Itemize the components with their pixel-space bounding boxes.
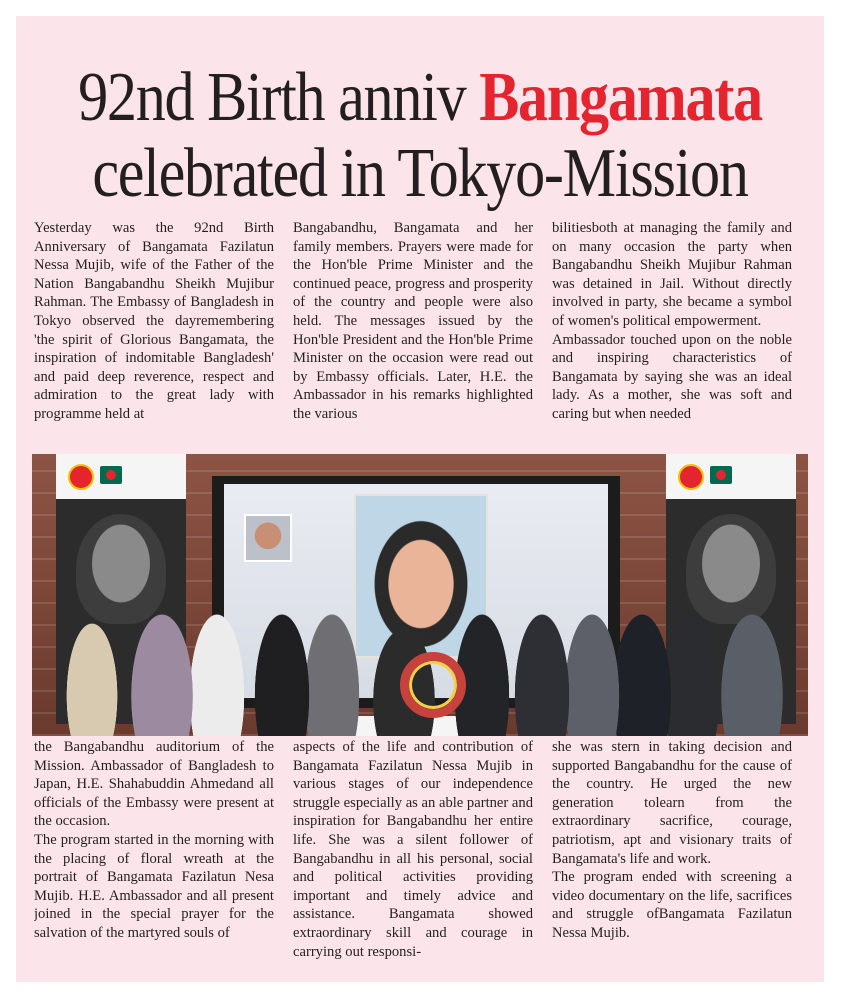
paragraph: the Bangabandhu auditorium of the Mission. Ambassador of Bangladesh to Japan, H.E. Shahabuddin Ahmedand all officials of the Embassy were present at the occasion. bbox=[34, 739, 274, 830]
paragraph: The program started in the morning with the placing of floral wreath at the portrait of Bangamata Fazilatun Nesa Mujib. H.E. Ambassador and all present joined in the special prayer for the salvation of the martyred souls of bbox=[34, 831, 274, 941]
event-photo bbox=[32, 454, 808, 736]
small-portrait bbox=[244, 514, 292, 562]
paragraph: she was stern in taking decision and supported Bangabandhu for the cause of the country. He urged the new generation tolearn from the extraordinary sacrifice, courage, patriotism, apt and visionary traits of Bangamata's life and work. bbox=[552, 739, 792, 867]
article-column-1-bottom bbox=[34, 738, 274, 982]
seal-icon bbox=[678, 464, 704, 490]
headline-line-2: celebrated in Tokyo-Mission bbox=[92, 135, 748, 212]
bangladesh-flag-icon bbox=[710, 466, 732, 484]
headline-line-1 bbox=[73, 60, 768, 136]
paragraph: Bangabandhu, Bangamata and her family members. Prayers were made for the Hon'ble Prime Minister and the continued peace, progress and prosperity of the country and people were also held. The messages issued by the Hon'ble President and the Hon'ble Prime Minister on the occasion were read out by Embassy officials. Later, H.E. the Ambassador in his remarks highlighted the various bbox=[293, 220, 533, 422]
article-column-2-bottom bbox=[293, 738, 533, 982]
article-column-2-top bbox=[293, 219, 533, 445]
article-column-3-bottom bbox=[552, 738, 792, 982]
floral-wreath bbox=[400, 652, 466, 718]
headline-prefix: 92nd Birth anniv bbox=[78, 59, 480, 136]
paragraph: bilitiesboth at managing the family and on many occasion the party when Bangabandhu Sheikh Mujibur Rahman was detained in Jail. Without directly involved in party, she became a symbol of women's political empowerment. bbox=[552, 220, 792, 329]
paragraph: Ambassador touched upon on the noble and inspiring characteristics of Bangamata by saying she was an ideal lady. As a mother, she was soft and caring but when needed bbox=[552, 331, 792, 422]
paragraph: aspects of the life and contribution of Bangamata Fazilatun Nessa Mujib in various stages of our independence struggle especially as an able partner and inspiration for Bangabandhu her entire life. She was a silent follower of Bangabandhu in all his personal, social and political activities providing important and timely advice and assistance. Bangamata showed extraordinary skill and courage in carrying out responsi- bbox=[293, 739, 533, 960]
paragraph: The program ended with screening a video documentary on the life, sacrifices and struggle ofBangamata Fazilatun Nessa Mujib. bbox=[552, 869, 792, 941]
newspaper-page bbox=[16, 16, 824, 982]
seal-icon bbox=[68, 464, 94, 490]
paragraph: Yesterday was the 92nd Birth Anniversary of Bangamata Fazilatun Nessa Mujib, wife of the Father of the Nation Bangabandhu Sheikh Mujibur Rahman. The Embassy of Bangladesh in Tokyo observed the dayremembering 'the spirit of Glorious Bangamata, the inspiration of indomitable Bangladesh' and paid deep reverence, respect and admiration to the great lady with programme held at bbox=[34, 220, 274, 422]
bangladesh-flag-icon bbox=[100, 466, 122, 484]
article-column-3-top bbox=[552, 219, 792, 445]
article-column-1-top bbox=[34, 219, 274, 445]
headline-accent: Bangamata bbox=[479, 59, 762, 136]
